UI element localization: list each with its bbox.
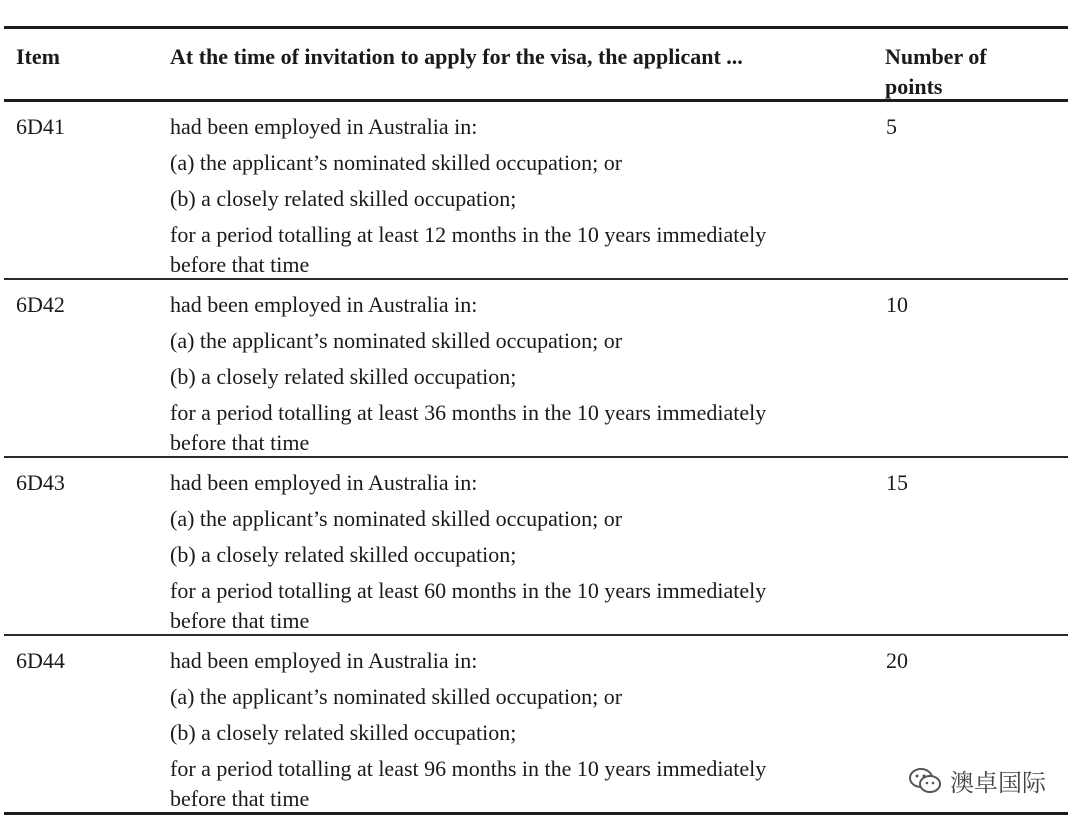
desc-line: had been employed in Australia in: [170, 114, 478, 139]
desc-line: before that time [170, 430, 310, 455]
row-item-code: 6D43 [16, 470, 65, 495]
desc-line: for a period totalling at least 12 months in the 10 years immediately [170, 222, 767, 247]
table-header [4, 29, 1068, 99]
watermark-text: 澳卓国际 [950, 769, 1046, 797]
row-points: 10 [886, 292, 908, 317]
header-points [885, 42, 1055, 102]
row-item-code: 6D42 [16, 292, 65, 317]
row-points: 5 [886, 114, 897, 139]
table-row [4, 280, 1068, 456]
desc-line: (b) a closely related skilled occupation; [170, 542, 517, 567]
row-description [170, 112, 870, 280]
row-item-code: 6D44 [16, 648, 65, 673]
row-description [170, 646, 870, 814]
desc-line: for a period totalling at least 96 months in the 10 years immediately [170, 756, 767, 781]
header-points-line1: Number of [885, 44, 987, 69]
desc-line: had been employed in Australia in: [170, 648, 478, 673]
desc-line: (a) the applicant’s nominated skilled occupation; or [170, 150, 623, 175]
desc-line: (a) the applicant’s nominated skilled occupation; or [170, 506, 623, 531]
header-description: At the time of invitation to apply for the visa, the applicant ... [170, 44, 743, 69]
watermark [908, 763, 1046, 798]
row-description [170, 468, 870, 636]
wechat-icon [908, 766, 942, 796]
header-points-line2: points [885, 74, 943, 99]
desc-line: before that time [170, 786, 310, 811]
row-item-code: 6D41 [16, 114, 65, 139]
desc-line: (a) the applicant’s nominated skilled occupation; or [170, 684, 623, 709]
desc-line: before that time [170, 608, 310, 633]
desc-line: (b) a closely related skilled occupation; [170, 186, 517, 211]
desc-line: had been employed in Australia in: [170, 470, 478, 495]
desc-line: (b) a closely related skilled occupation; [170, 364, 517, 389]
row-description [170, 290, 870, 458]
table-row [4, 102, 1068, 278]
header-item: Item [16, 44, 60, 69]
row-points: 20 [886, 648, 908, 673]
desc-line: (a) the applicant’s nominated skilled occupation; or [170, 328, 623, 353]
desc-line: had been employed in Australia in: [170, 292, 478, 317]
row-points: 15 [886, 470, 908, 495]
points-table [4, 26, 1068, 815]
desc-line: for a period totalling at least 60 months in the 10 years immediately [170, 578, 767, 603]
table-row [4, 458, 1068, 634]
desc-line: for a period totalling at least 36 months in the 10 years immediately [170, 400, 767, 425]
desc-line: (b) a closely related skilled occupation; [170, 720, 517, 745]
desc-line: before that time [170, 252, 310, 277]
